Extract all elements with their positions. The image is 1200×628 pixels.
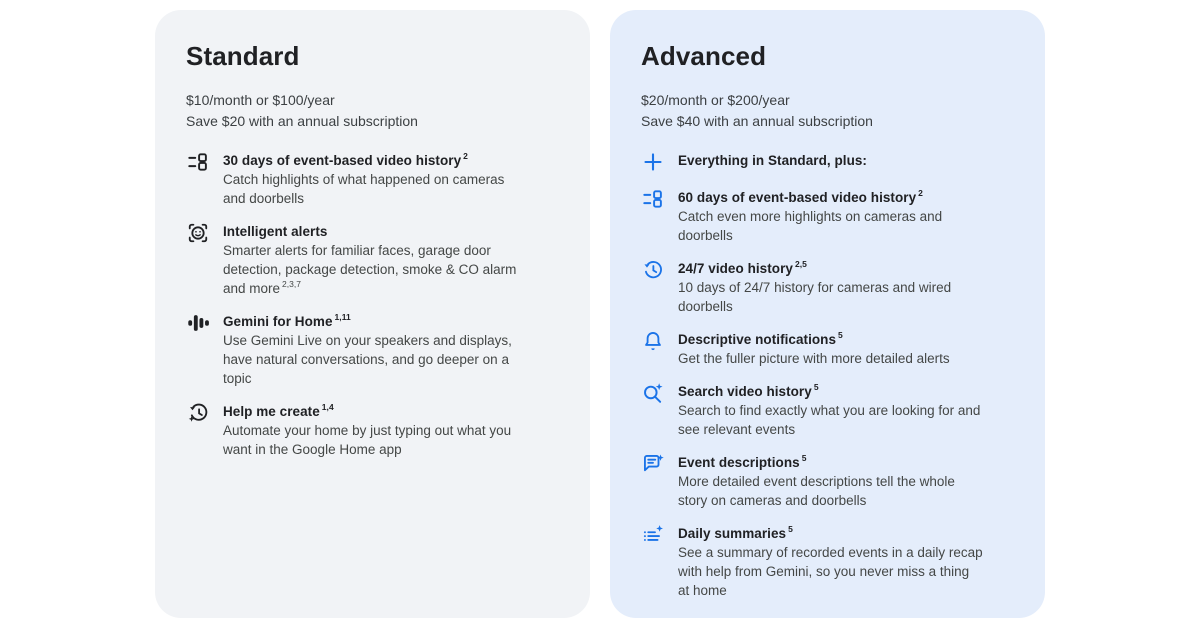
feature-title: Gemini for Home $^{1,11}$ (223, 311, 351, 329)
feature-list (186, 151, 560, 459)
feature-item (186, 222, 560, 298)
feature-title: Intelligent alerts (223, 224, 328, 239)
feature-description: 10 days of 24/7 history for cameras and wired doorbells (678, 280, 952, 314)
event-video-history-icon (641, 187, 665, 211)
feature-item (641, 524, 1015, 600)
plan-title: Advanced (641, 41, 767, 71)
search-sparkle-icon (641, 381, 665, 405)
event-video-history-icon (186, 150, 210, 174)
feature-item (186, 151, 560, 208)
plan-price: $20/month or $200/year (641, 92, 790, 108)
face-detection-icon (186, 221, 210, 245)
feature-description: Catch even more highlights on cameras and doorbells (678, 209, 943, 243)
feature-description: Use Gemini Live on your speakers and displays, have natural conversations, and go deeper on a topic (223, 333, 512, 386)
feature-item (641, 330, 1015, 368)
bell-icon (641, 329, 665, 353)
feature-item (186, 312, 560, 388)
feature-description: Smarter alerts for familiar faces, garage door detection, package detection, smoke & CO alarm and more $^{2,3,7}$ (223, 243, 517, 296)
feature-description: Get the fuller picture with more detailed alerts (678, 351, 950, 366)
feature-item (641, 151, 1015, 174)
summary-list-sparkle-icon (641, 523, 665, 547)
feature-item (641, 188, 1015, 245)
feature-title: Search video history $^5$ (678, 381, 819, 399)
feature-item (641, 453, 1015, 510)
feature-title: 60 days of event-based video history $^2$ (678, 187, 923, 205)
feature-title: 24/7 video history $^{2,5}$ (678, 258, 807, 276)
feature-title: Event descriptions $^5$ (678, 452, 807, 470)
price-block (641, 90, 1015, 132)
feature-description: Automate your home by just typing out what you want in the Google Home app (223, 423, 512, 457)
feature-item (641, 382, 1015, 439)
history-clock-icon (641, 258, 665, 282)
history-sparkle-icon (186, 401, 210, 425)
voice-waveform-icon (186, 311, 210, 335)
feature-title: 30 days of event-based video history $^2$ (223, 150, 468, 168)
feature-list (641, 151, 1015, 600)
plan-price: $10/month or $100/year (186, 92, 335, 108)
feature-title: Everything in Standard, plus: (678, 153, 867, 168)
feature-title: Daily summaries $^5$ (678, 523, 793, 541)
plus-icon (641, 150, 665, 174)
feature-title: Descriptive notifications $^5$ (678, 329, 843, 347)
feature-description: See a summary of recorded events in a daily recap with help from Gemini, so you never miss a thing at home (678, 545, 983, 598)
plan-savings-note: Save $40 with an annual subscription (641, 113, 873, 129)
price-block (186, 90, 560, 132)
feature-item (641, 259, 1015, 316)
advanced-plan-card (610, 10, 1045, 618)
feature-description: Search to find exactly what you are looking for and see relevant events (678, 403, 981, 437)
standard-plan-card (155, 10, 590, 618)
plan-savings-note: Save $20 with an annual subscription (186, 113, 418, 129)
plan-title: Standard (186, 41, 300, 71)
chat-sparkle-icon (641, 452, 665, 476)
feature-title: Help me create $^{1,4}$ (223, 401, 334, 419)
feature-item (186, 402, 560, 459)
feature-description: More detailed event descriptions tell the whole story on cameras and doorbells (678, 474, 955, 508)
feature-description: Catch highlights of what happened on cameras and doorbells (223, 172, 505, 206)
